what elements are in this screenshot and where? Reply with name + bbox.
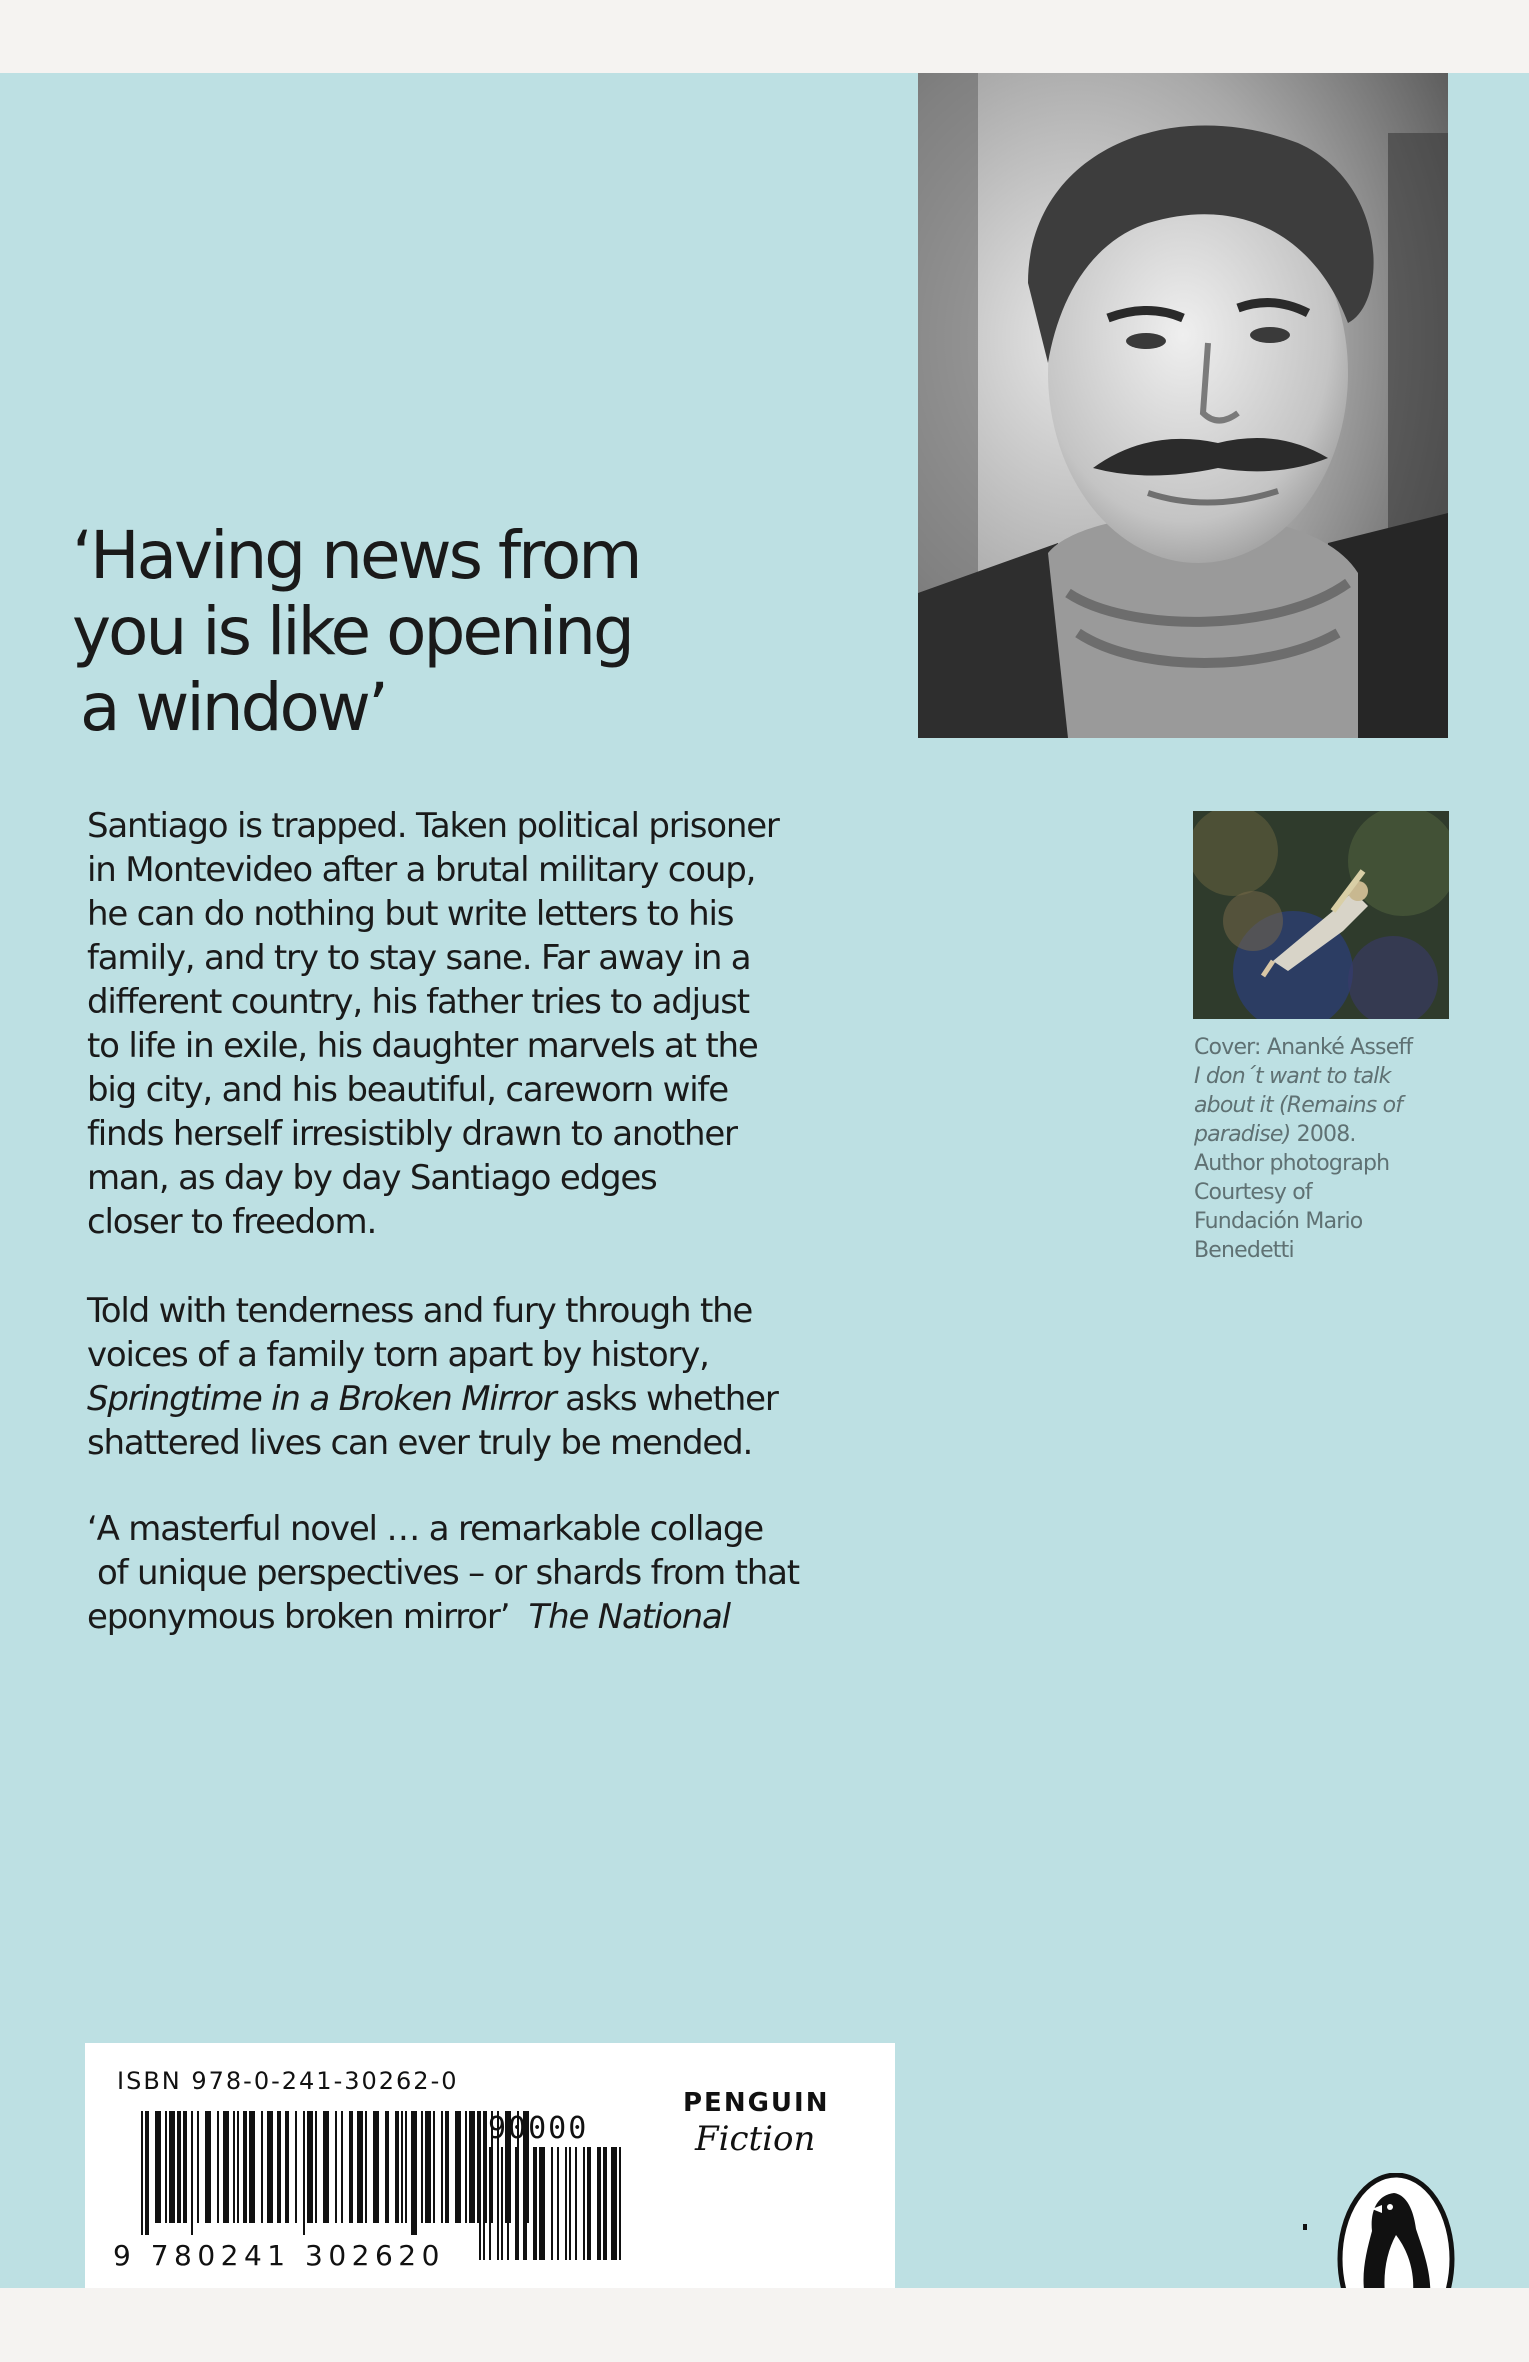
barcode-bar	[405, 2111, 407, 2223]
barcode-bar	[603, 2147, 607, 2260]
credit-line: Courtesy of	[1194, 1180, 1312, 1205]
barcode-bar	[205, 2111, 211, 2223]
artwork-year: 2008.	[1290, 1122, 1356, 1147]
barcode-bar	[501, 2147, 503, 2260]
barcode-bar	[445, 2111, 449, 2223]
review-quote	[87, 1507, 907, 1639]
blurb-line: different country, his father tries to adjust	[87, 982, 749, 1022]
barcode-bar	[315, 2111, 317, 2223]
blurb-line: Santiago is trapped. Taken political prisoner	[87, 806, 779, 846]
headline-line: ‘Having news from	[72, 517, 640, 594]
barcode-bar	[433, 2111, 435, 2223]
barcode-bar	[539, 2147, 545, 2260]
barcode-bar	[249, 2111, 255, 2223]
barcode-bar	[497, 2147, 499, 2260]
barcode-bar	[267, 2111, 273, 2223]
artwork-title: I don´t want to talk	[1194, 1064, 1391, 1089]
barcode-bar	[349, 2111, 353, 2223]
barcode-bar	[335, 2111, 337, 2223]
credit-line: Author photograph	[1194, 1151, 1390, 1176]
barcode-bar	[303, 2111, 305, 2235]
barcode-bar	[341, 2111, 343, 2223]
author-photograph	[918, 73, 1448, 738]
barcode-bar	[365, 2111, 367, 2223]
barcode-bar	[323, 2111, 329, 2223]
barcode-bar	[575, 2147, 577, 2260]
blurb-line: man, as day by day Santiago edges	[87, 1158, 657, 1198]
credit-line: Fundación Mario	[1194, 1209, 1363, 1234]
quote-line-with-source	[87, 1595, 907, 1639]
price-addon-digits: 90000	[488, 2111, 589, 2146]
barcode-bar	[587, 2147, 591, 2260]
blurb-line: shattered lives can ever truly be mended.	[87, 1423, 753, 1463]
blurb-paragraph-1	[87, 804, 907, 1244]
barcode-bar	[465, 2111, 467, 2223]
blurb-line: he can do nothing but write letters to his	[87, 894, 734, 934]
barcode-bar	[557, 2147, 559, 2260]
blurb-line: voices of a family torn apart by history,	[87, 1335, 709, 1375]
credit-line: Benedetti	[1194, 1238, 1294, 1263]
blurb-line: in Montevideo after a brutal military coup,	[87, 850, 756, 890]
barcode-bar	[237, 2111, 239, 2223]
quote-source: The National	[528, 1597, 730, 1637]
blurb-line-with-title	[87, 1377, 907, 1421]
barcode-bar	[223, 2111, 229, 2223]
barcode-bar	[295, 2111, 297, 2223]
barcode-bar	[165, 2111, 167, 2223]
blurb-line: family, and try to stay sane. Far away in a	[87, 938, 751, 978]
cover-artwork-thumbnail	[1193, 811, 1449, 1019]
barcode-bar	[277, 2111, 281, 2223]
barcode-bar	[217, 2111, 219, 2223]
quote-line: ‘A masterful novel … a remarkable collage	[87, 1509, 763, 1549]
barcode-bar	[191, 2111, 193, 2235]
barcode-bar	[243, 2111, 247, 2223]
barcode-bar	[197, 2111, 199, 2223]
barcode-bar	[565, 2147, 567, 2260]
headline-quote	[72, 518, 712, 746]
blurb-line: Told with tenderness and fury through the	[87, 1291, 753, 1331]
barcode-bar	[169, 2111, 175, 2223]
credit-line: Cover: Ananké Asseff	[1194, 1035, 1413, 1060]
artwork-title: paradise)	[1194, 1122, 1291, 1147]
barcode-bar	[523, 2147, 527, 2260]
barcode-panel	[85, 2043, 895, 2288]
barcode-bar	[441, 2111, 443, 2223]
blurb-line: big city, and his beautiful, careworn wife	[87, 1070, 728, 1110]
barcode-bar	[569, 2147, 571, 2260]
barcode-bar	[597, 2147, 601, 2260]
barcode-bar	[533, 2147, 537, 2260]
barcode-bar	[455, 2111, 461, 2223]
cover-credits	[1194, 1033, 1454, 1265]
barcode-bar	[385, 2111, 389, 2223]
blurb-line: to life in exile, his daughter marvels at the	[87, 1026, 758, 1066]
barcode-bar	[489, 2147, 491, 2260]
barcode-bar	[483, 2147, 485, 2260]
back-cover	[0, 73, 1529, 2288]
barcode-bar	[155, 2111, 161, 2223]
barcode-bar	[233, 2111, 235, 2223]
barcode-bar	[177, 2111, 181, 2223]
blurb-line-rest: asks whether	[555, 1379, 778, 1419]
barcode-bar	[619, 2147, 621, 2260]
blurb-paragraph-2	[87, 1289, 907, 1465]
barcode-bar	[261, 2111, 263, 2223]
barcode-digits: 9 780241 302620	[113, 2239, 445, 2272]
barcode-bar	[307, 2111, 313, 2223]
quote-line: eponymous broken mirror’	[87, 1597, 510, 1637]
barcode-bar	[145, 2111, 149, 2235]
barcode-bar	[421, 2111, 423, 2223]
barcode-bar	[401, 2111, 403, 2223]
blurb-line: closer to freedom.	[87, 1202, 377, 1242]
decorative-dot	[1303, 2224, 1307, 2230]
quote-line: of unique perspectives – or shards from that	[97, 1553, 799, 1593]
barcode-bar	[395, 2111, 399, 2223]
isbn-barcode	[141, 2111, 535, 2235]
barcode-bar	[479, 2147, 481, 2260]
imprint-series: Fiction	[695, 2119, 816, 2159]
barcode-bar	[507, 2147, 509, 2260]
blurb-line: finds herself irresistibly drawn to another	[87, 1114, 737, 1154]
headline-line: you is like opening	[72, 593, 632, 670]
barcode-bar	[515, 2147, 519, 2260]
price-addon-barcode	[479, 2147, 627, 2272]
isbn-number: ISBN 978-0-241-30262-0	[117, 2067, 459, 2095]
barcode-bar	[611, 2147, 617, 2260]
headline-line: a window’	[80, 669, 386, 746]
barcode-bar	[141, 2111, 143, 2235]
barcode-bar	[583, 2147, 585, 2260]
artwork-title: about it (Remains of	[1194, 1093, 1403, 1118]
barcode-bar	[285, 2111, 289, 2223]
barcode-bar	[551, 2147, 553, 2260]
publisher-name: PENGUIN	[683, 2088, 830, 2118]
barcode-bar	[469, 2111, 475, 2223]
barcode-bar	[357, 2111, 363, 2223]
book-title: Springtime in a Broken Mirror	[87, 1379, 556, 1419]
penguin-logo-icon	[1336, 2173, 1456, 2288]
barcode-bar	[183, 2111, 187, 2223]
barcode-bar	[411, 2111, 417, 2235]
barcode-bar	[425, 2111, 431, 2223]
barcode-bar	[373, 2111, 379, 2223]
